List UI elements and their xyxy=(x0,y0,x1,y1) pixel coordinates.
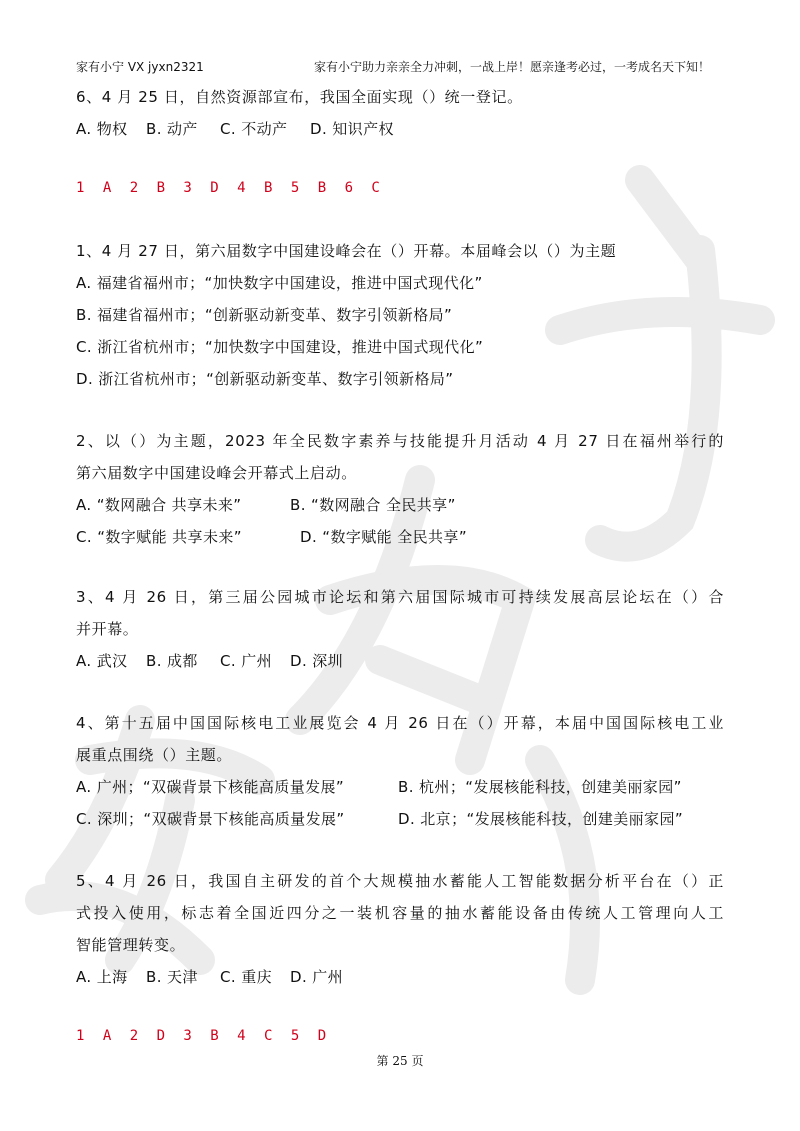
q2-option-b: B. “数网融合 全民共享” xyxy=(290,496,456,514)
q2-option-d: D. “数字赋能 全民共享” xyxy=(300,528,467,546)
q3-option-b: B. 成都 xyxy=(146,652,198,670)
question-5-stem-line1: 5、4 月 26 日，我国自主研发的首个大规模抽水蓄能人工智能数据分析平台在（）正 xyxy=(76,872,724,890)
q1-option-a: A. 福建省福州市；“加快数字中国建设，推进中国式现代化” xyxy=(76,274,483,292)
header-left: 家有小宁 VX jyxn2321 xyxy=(76,60,204,74)
q3-option-a: A. 武汉 xyxy=(76,652,128,670)
q3-option-d: D. 深圳 xyxy=(290,652,344,670)
q4-option-b: B. 杭州；“发展核能科技，创建美丽家园” xyxy=(398,778,682,796)
q3-option-c: C. 广州 xyxy=(220,652,273,670)
q4-option-d: D. 北京；“发展核能科技，创建美丽家园” xyxy=(398,810,684,828)
q6-option-c: C. 不动产 xyxy=(220,120,288,138)
q4-option-c: C. 深圳；“双碳背景下核能高质量发展” xyxy=(76,810,345,828)
page-number: 第 25 页 xyxy=(376,1054,424,1068)
question-4-stem-line2: 展重点围绕（）主题。 xyxy=(76,746,233,764)
q1-option-d: D. 浙江省杭州市；“创新驱动新变革、数字引领新格局” xyxy=(76,370,454,388)
q6-option-d: D. 知识产权 xyxy=(310,120,394,138)
question-1-stem: 1、4 月 27 日，第六届数字中国建设峰会在（）开幕。本届峰会以（）为主题 xyxy=(76,242,617,260)
q5-option-b: B. 天津 xyxy=(146,968,198,986)
q1-option-c: C. 浙江省杭州市；“加快数字中国建设，推进中国式现代化” xyxy=(76,338,484,356)
q5-option-a: A. 上海 xyxy=(76,968,128,986)
question-2-stem-line1: 2、以（）为主题，2023 年全民数字素养与技能提升月活动 4 月 27 日在福州举行的 xyxy=(76,432,724,450)
q2-option-a: A. “数网融合 共享未来” xyxy=(76,496,242,514)
question-5-stem-line2: 式投入使用，标志着全国近四分之一装机容量的抽水蓄能设备由传统人工管理向人工 xyxy=(76,904,724,922)
q5-option-c: C. 重庆 xyxy=(220,968,273,986)
header-right: 家有小宁助力亲亲全力冲刺，一战上岸！愿亲逢考必过，一考成名天下知！ xyxy=(314,60,711,74)
question-5-stem-line3: 智能管理转变。 xyxy=(76,936,186,954)
question-6-stem: 6、4 月 25 日，自然资源部宣布，我国全面实现（）统一登记。 xyxy=(76,88,523,106)
q4-option-a: A. 广州；“双碳背景下核能高质量发展” xyxy=(76,778,345,796)
q6-option-a: A. 物权 xyxy=(76,120,128,138)
q2-option-c: C. “数字赋能 共享未来” xyxy=(76,528,242,546)
answer-key-1: 1 A 2 B 3 D 4 B 5 B 6 C xyxy=(76,180,385,196)
q1-option-b: B. 福建省福州市；“创新驱动新变革、数字引领新格局” xyxy=(76,306,453,324)
question-3-stem-line2: 并开幕。 xyxy=(76,620,139,638)
q5-option-d: D. 广州 xyxy=(290,968,344,986)
question-3-stem-line1: 3、4 月 26 日，第三届公园城市论坛和第六届国际城市可持续发展高层论坛在（）合 xyxy=(76,588,724,606)
q6-option-b: B. 动产 xyxy=(146,120,198,138)
answer-key-2: 1 A 2 D 3 B 4 C 5 D xyxy=(76,1028,332,1044)
question-4-stem-line1: 4、第十五届中国国际核电工业展览会 4 月 26 日在（）开幕，本届中国国际核电工业 xyxy=(76,714,724,732)
question-2-stem-line2: 第六届数字中国建设峰会开幕式上启动。 xyxy=(76,464,357,482)
